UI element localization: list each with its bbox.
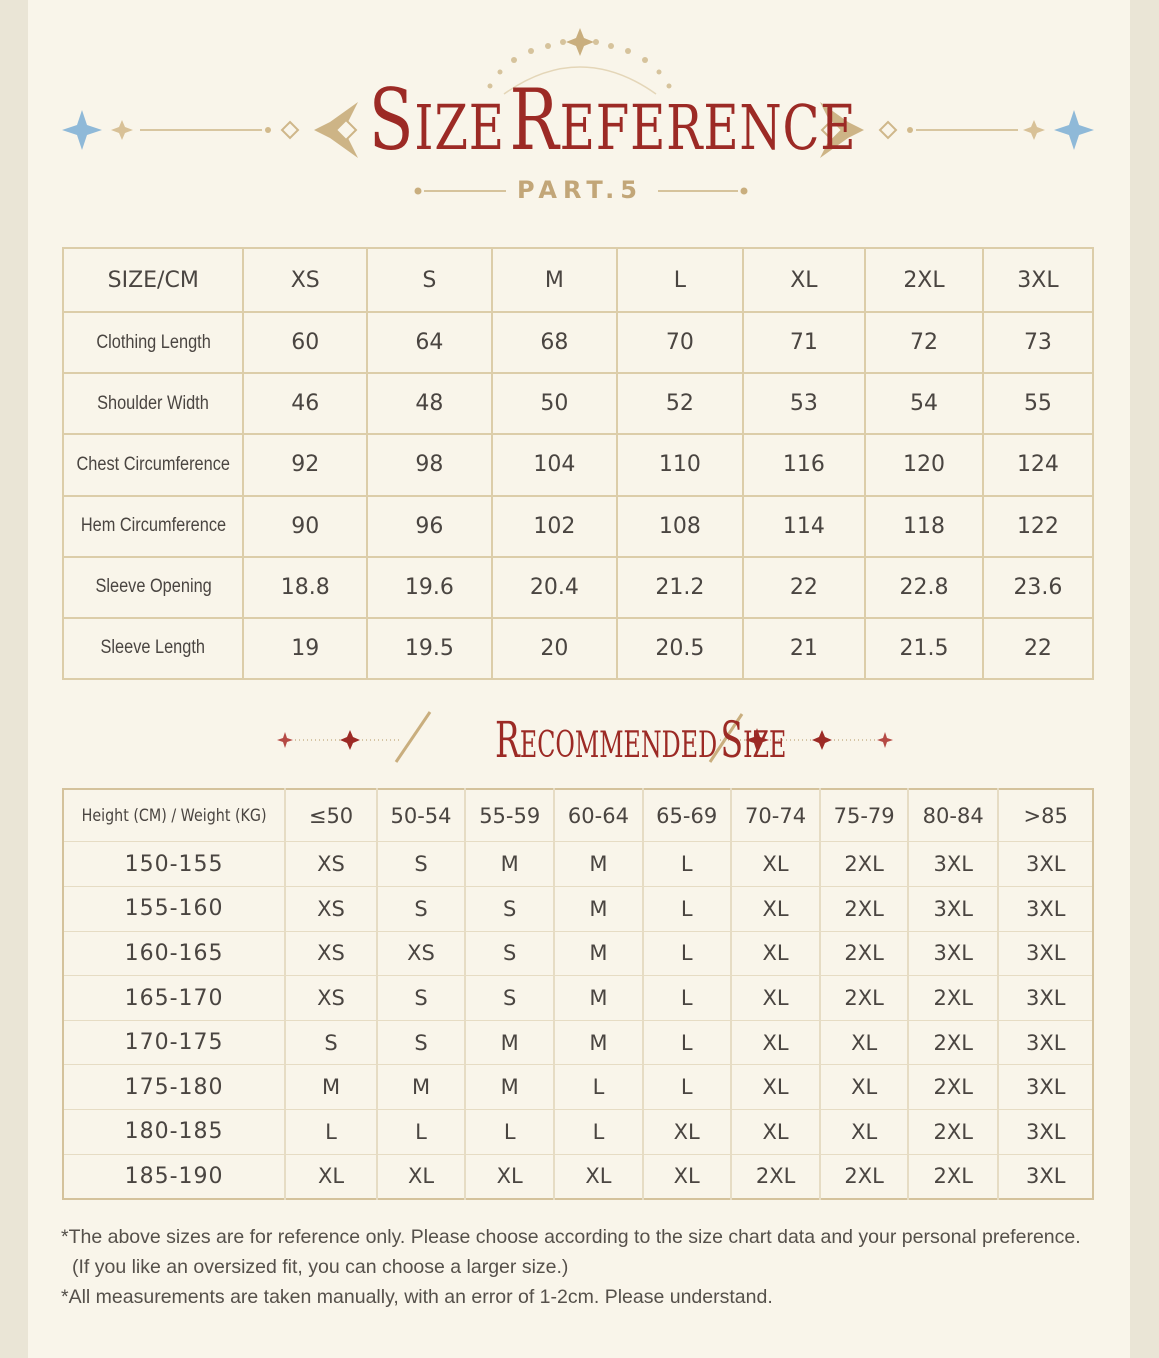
- red-sparkle-icon: [877, 732, 893, 748]
- recommended-size-cell: M: [554, 1020, 642, 1065]
- height-range-label: 165-170: [63, 976, 285, 1021]
- measurement-label-text: Sleeve Length: [100, 637, 206, 659]
- measurement-value: 120: [865, 434, 983, 495]
- recommended-size-cell: L: [377, 1110, 465, 1155]
- measurement-value: 52: [617, 373, 743, 434]
- recommended-size-cell: XL: [377, 1154, 465, 1199]
- recommended-size-cell: 2XL: [908, 976, 998, 1021]
- recommended-size-cell: XL: [285, 1154, 377, 1199]
- weight-column-header: 80-84: [908, 789, 998, 842]
- size-table-row: [63, 434, 1093, 495]
- weight-column-header: 75-79: [820, 789, 908, 842]
- recommended-size-cell: XL: [643, 1154, 731, 1199]
- recommended-size-cell: 3XL: [908, 886, 998, 931]
- recommended-size-cell: S: [285, 1020, 377, 1065]
- measurement-value: 50: [492, 373, 618, 434]
- recommend-table-row: [63, 931, 1093, 976]
- recommended-size-cell: M: [465, 842, 554, 887]
- recommended-size-cell: M: [285, 1065, 377, 1110]
- measurement-value: 124: [983, 434, 1093, 495]
- recommended-size-cell: 3XL: [998, 976, 1093, 1021]
- recommended-size-cell: 3XL: [1025, 1164, 1066, 1189]
- recommended-size-cell: 3XL: [998, 1020, 1093, 1065]
- measurement-value: 70: [617, 312, 743, 373]
- size-table-row: [63, 496, 1093, 557]
- measurement-value: 114: [743, 496, 865, 557]
- measurement-value: 21.5: [865, 618, 983, 679]
- recommended-size-cell: XL: [731, 976, 821, 1021]
- recommend-table-row: [63, 842, 1093, 887]
- recommended-size-cell: S: [465, 931, 554, 976]
- measurement-label-text: Hem Circumference: [80, 515, 226, 537]
- recommended-size-cell: 2XL: [731, 1154, 821, 1199]
- recommended-size-cell: M: [554, 976, 642, 1021]
- recommended-size-cell: XL: [731, 842, 821, 887]
- measurement-value: 48: [367, 373, 492, 434]
- recommended-size-cell: M: [554, 931, 642, 976]
- recommended-size-cell: XL: [731, 1020, 821, 1065]
- red-sparkle-icon: [340, 730, 360, 750]
- recommended-size-cell: 2XL: [820, 842, 908, 887]
- recommended-size-cell: XS: [285, 886, 377, 931]
- recommended-size-cell: S: [377, 1020, 465, 1065]
- measurement-label-text: Clothing Length: [95, 331, 211, 353]
- recommended-size-cell: L: [465, 1110, 554, 1155]
- recommended-size-cell: 3XL: [908, 842, 998, 887]
- measurement-value: 108: [617, 496, 743, 557]
- recommended-size-cell: 2XL: [820, 886, 908, 931]
- measurement-label: [63, 373, 243, 434]
- recommended-size-cell: 3XL: [908, 931, 998, 976]
- note-reference: *The above sizes are for reference only. Please choose according to the size chart data and your personal preference.: [61, 1226, 1081, 1248]
- measurement-label: [63, 312, 243, 373]
- recommend-table-row: [63, 1020, 1093, 1065]
- measurement-value: 20: [492, 618, 618, 679]
- recommended-size-cell: XS: [377, 931, 465, 976]
- recommended-size-cell: M: [465, 1020, 554, 1065]
- recommended-size-cell: 2XL: [908, 1065, 998, 1110]
- height-range-label: 170-175: [63, 1020, 285, 1065]
- measurement-value: 22.8: [865, 557, 983, 618]
- measurement-label: [63, 496, 243, 557]
- red-sparkle-icon: [277, 732, 293, 748]
- size-table-row: [63, 312, 1093, 373]
- corner-label-text: Height (CM) / Weight (KG): [81, 805, 267, 826]
- recommend-table-row: [63, 886, 1093, 931]
- recommend-table-row: [63, 1110, 1093, 1155]
- rec-title-cap: R: [495, 711, 520, 769]
- height-range-label: 180-185: [63, 1110, 285, 1155]
- subtitle: PART.5: [517, 176, 643, 204]
- weight-column-header: 65-69: [643, 789, 731, 842]
- measurement-value: 19.6: [367, 557, 492, 618]
- recommended-size-cell: L: [554, 1065, 642, 1110]
- recommended-size-cell: L: [643, 931, 731, 976]
- weight-column-header: ≤50: [285, 789, 377, 842]
- notes: [61, 1222, 1111, 1312]
- recommended-size-cell: 2XL: [908, 1110, 998, 1155]
- measurement-value: 21.2: [617, 557, 743, 618]
- recommended-size-cell: 3XL: [998, 931, 1093, 976]
- recommended-size-cell: M: [554, 886, 642, 931]
- recommended-size-cell: 2XL: [820, 1154, 908, 1199]
- recommended-size-cell: S: [377, 842, 465, 887]
- rec-title-cap: S: [720, 711, 744, 769]
- title-cap: R: [509, 71, 560, 169]
- measurement-label: [63, 557, 243, 618]
- recommended-size-cell: XL: [820, 1020, 908, 1065]
- size-table-row: [63, 373, 1093, 434]
- recommended-size-cell: L: [554, 1110, 642, 1155]
- measurement-value: 102: [492, 496, 618, 557]
- size-table-corner: SIZE/CM: [63, 248, 243, 312]
- size-column-header: L: [617, 248, 743, 312]
- measurement-value: 19: [243, 618, 367, 679]
- sparkle-icon: [566, 28, 594, 56]
- recommended-size-cell: XL: [731, 931, 821, 976]
- recommended-size-cell: L: [643, 976, 731, 1021]
- measurement-value: 46: [243, 373, 367, 434]
- recommended-size-cell: S: [377, 976, 465, 1021]
- note-measurement: *All measurements are taken manually, with an error of 1-2cm. Please understand.: [61, 1286, 773, 1308]
- recommend-table-row: [63, 976, 1093, 1021]
- recommended-size-cell: XL: [731, 1110, 821, 1155]
- measurement-value: 68: [492, 312, 618, 373]
- measurement-value: 18.8: [243, 557, 367, 618]
- recommended-size-cell: 3XL: [998, 1065, 1093, 1110]
- red-sparkle-icon: [812, 730, 832, 750]
- recommended-size-cell: L: [285, 1110, 377, 1155]
- size-table-row: [63, 557, 1093, 618]
- recommended-size-cell: XL: [465, 1154, 554, 1199]
- recommended-size-cell: XS: [285, 976, 377, 1021]
- height-range-label: 155-160: [63, 886, 285, 931]
- recommended-size-cell: L: [643, 886, 731, 931]
- page-title: [300, 71, 900, 170]
- recommended-size-cell: XL: [554, 1154, 642, 1199]
- measurement-value: 64: [367, 312, 492, 373]
- recommended-size-cell: S: [465, 886, 554, 931]
- measurement-value: 96: [367, 496, 492, 557]
- measurement-value: 116: [743, 434, 865, 495]
- measurement-value: 90: [243, 496, 367, 557]
- measurement-value: 104: [492, 434, 618, 495]
- measurement-value: 54: [865, 373, 983, 434]
- measurement-value: 72: [865, 312, 983, 373]
- recommended-size-cell: XL: [731, 1065, 821, 1110]
- recommended-size-cell: L: [643, 1020, 731, 1065]
- recommended-size-cell: 3XL: [998, 842, 1093, 887]
- size-column-header: XL: [743, 248, 865, 312]
- recommended-size-cell: S: [377, 886, 465, 931]
- measurement-value: 23.6: [983, 557, 1093, 618]
- recommended-size-cell: 2XL: [908, 1154, 998, 1199]
- recommend-table-row: [63, 1065, 1093, 1110]
- size-table: [62, 247, 1094, 680]
- weight-column-header: 70-74: [731, 789, 821, 842]
- recommended-size-cell: L: [643, 1065, 731, 1110]
- recommend-table-header: [63, 789, 1093, 842]
- size-column-header: XS: [243, 248, 367, 312]
- measurement-label: [63, 434, 243, 495]
- measurement-value: 60: [243, 312, 367, 373]
- recommended-size-cell: 2XL: [820, 931, 908, 976]
- blue-star-icon: [1054, 110, 1094, 150]
- measurement-label: [63, 618, 243, 679]
- rec-title-rest: IZE: [743, 725, 787, 766]
- small-star-icon: [111, 120, 133, 140]
- measurement-label-text: Sleeve Opening: [95, 576, 212, 598]
- recommend-table-corner: [63, 789, 285, 842]
- measurement-label-text: Shoulder Width: [97, 392, 210, 414]
- measurement-value: 71: [743, 312, 865, 373]
- height-range-label: 185-190: [63, 1154, 285, 1199]
- measurement-value: 122: [983, 496, 1093, 557]
- measurement-value: 110: [617, 434, 743, 495]
- recommended-size-cell: M: [377, 1065, 465, 1110]
- measurement-value: 20.5: [617, 618, 743, 679]
- height-range-label: 160-165: [63, 931, 285, 976]
- weight-column-header: 60-64: [554, 789, 642, 842]
- measurement-value: 118: [865, 496, 983, 557]
- recommend-table-row: [63, 1154, 1093, 1199]
- measurement-value: 73: [983, 312, 1093, 373]
- recommended-size-cell: XL: [643, 1110, 731, 1155]
- recommended-size-cell: XS: [285, 931, 377, 976]
- height-range-label: 150-155: [63, 842, 285, 887]
- small-star-icon: [1023, 120, 1045, 140]
- weight-column-header: 55-59: [465, 789, 554, 842]
- note-oversized: (If you like an oversized fit, you can choose a larger size.): [72, 1256, 569, 1278]
- size-column-header: M: [492, 248, 618, 312]
- header: [0, 0, 1159, 220]
- size-table-header: [63, 248, 1093, 312]
- recommended-title: [420, 711, 787, 774]
- height-range-label: 175-180: [63, 1065, 285, 1110]
- recommend-table: [62, 788, 1094, 1200]
- recommended-size-cell: M: [465, 1065, 554, 1110]
- weight-column-header: >85: [998, 789, 1093, 842]
- title-rest: EFERENCE: [559, 91, 857, 164]
- recommended-size-cell: XL: [731, 886, 821, 931]
- recommended-size-cell: 2XL: [820, 976, 908, 1021]
- recommended-size-cell: 2XL: [908, 1020, 998, 1065]
- measurement-value: 53: [743, 373, 865, 434]
- weight-column-header: 50-54: [377, 789, 465, 842]
- title-cap: S: [368, 71, 415, 169]
- measurement-value: 92: [243, 434, 367, 495]
- measurement-value: 22: [983, 618, 1093, 679]
- recommended-size-cell: 3XL: [998, 886, 1093, 931]
- recommended-size-cell: XL: [820, 1065, 908, 1110]
- recommended-size-cell: L: [643, 842, 731, 887]
- size-column-header: S: [367, 248, 492, 312]
- recommended-size-cell: XS: [285, 842, 377, 887]
- rec-title-rest: ECOMMENDED: [519, 725, 718, 766]
- measurement-value: 21: [743, 618, 865, 679]
- recommended-size-cell: XL: [820, 1110, 908, 1155]
- measurement-value: 22: [743, 557, 865, 618]
- title-rest: IZE: [414, 91, 505, 164]
- measurement-value: 19.5: [367, 618, 492, 679]
- recommended-size-cell: M: [554, 842, 642, 887]
- recommended-size-cell: 3XL: [998, 1110, 1093, 1155]
- recommended-size-cell: S: [465, 976, 554, 1021]
- measurement-label-text: Chest Circumference: [76, 453, 230, 475]
- size-column-header: 3XL: [983, 248, 1093, 312]
- size-column-header: 2XL: [865, 248, 983, 312]
- blue-star-icon: [62, 110, 102, 150]
- size-table-row: [63, 618, 1093, 679]
- measurement-value: 98: [367, 434, 492, 495]
- measurement-value: 55: [983, 373, 1093, 434]
- measurement-value: 20.4: [492, 557, 618, 618]
